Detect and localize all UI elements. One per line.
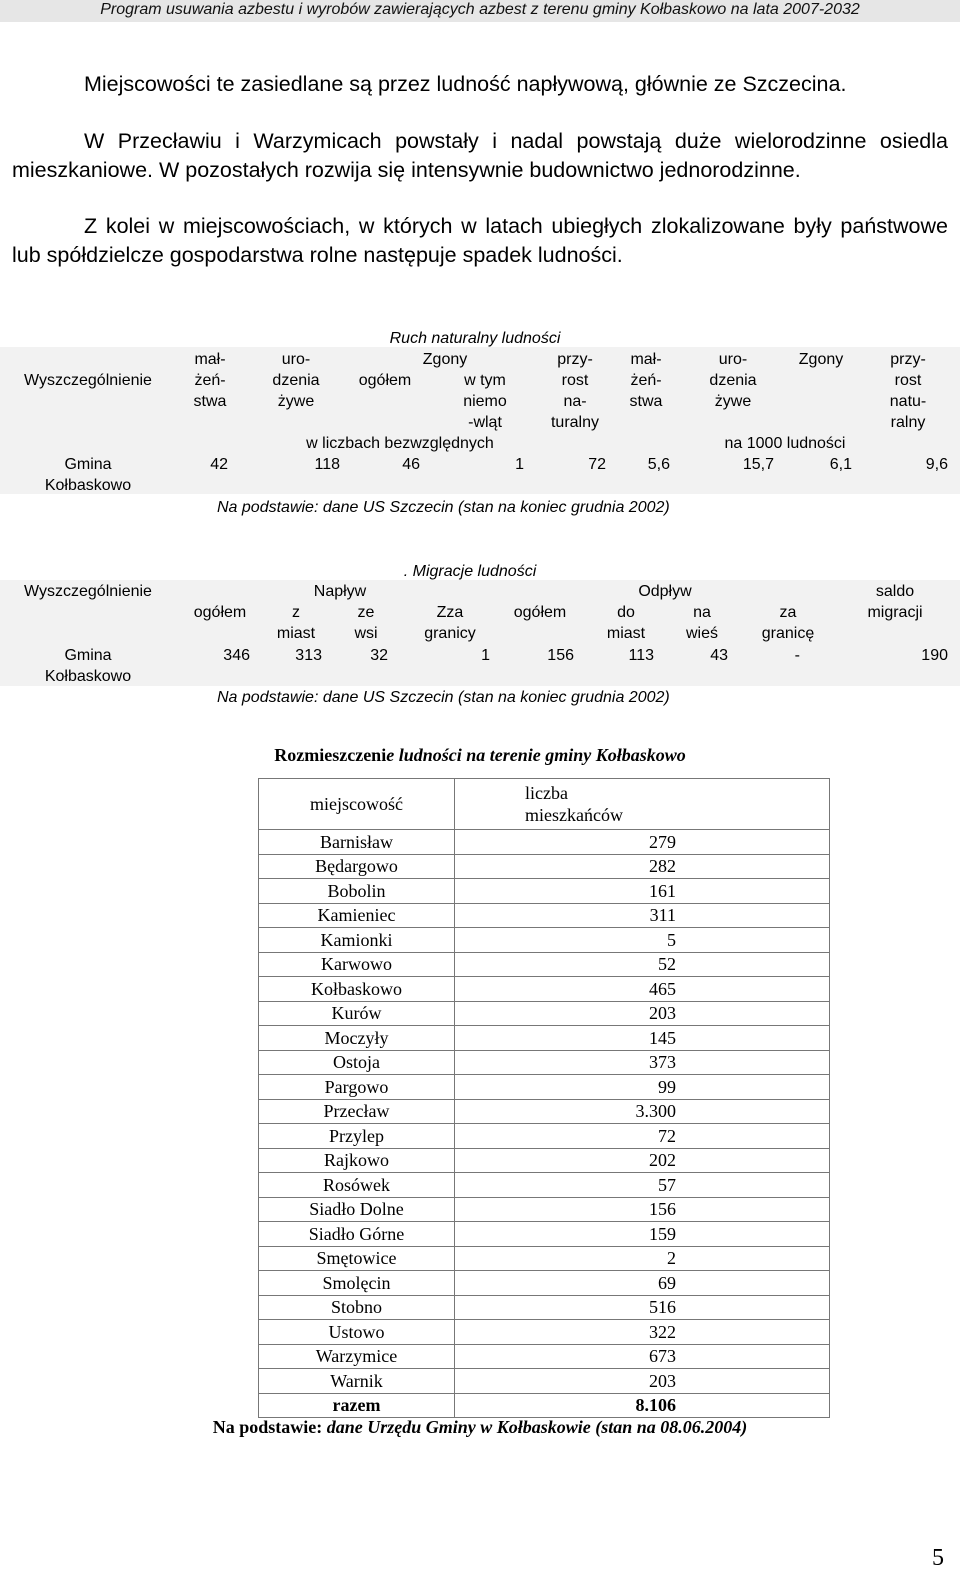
table2-source: Na podstawie: dane US Szczecin (stan na koniec grudnia 2002): [217, 689, 670, 706]
population-value: 3.300: [455, 1099, 830, 1124]
table3-source: [0, 1417, 960, 1438]
table2-cell: 156: [547, 647, 574, 664]
table-row: [259, 1369, 830, 1394]
table3-source-part: dane Urzędu Gminy w Kołbaskowie (stan na 08.06.2004): [326, 1417, 748, 1437]
table-row: [259, 1173, 830, 1198]
table1-h-przyrost-rel: przy-: [890, 351, 926, 368]
place-name: Ustowo: [259, 1320, 455, 1345]
table1-h-przyrost-rel: ralny: [890, 414, 926, 431]
table2-h-ogolem-out: ogółem: [513, 604, 567, 621]
place-name: Bobolin: [259, 879, 455, 904]
table-row: [259, 1222, 830, 1247]
total-row: [259, 1393, 830, 1418]
table1-h-przyrost: na-: [563, 393, 587, 410]
population-value: 69: [455, 1271, 830, 1296]
table1-cell: 5,6: [647, 456, 670, 473]
place-name: Przylep: [259, 1124, 455, 1149]
table1-cell: 6,1: [829, 456, 852, 473]
table1-h-malz-rel: żeń-: [630, 372, 662, 389]
running-header: Program usuwania azbestu i wyrobów zawierających azbest z terenu gminy Kołbaskowo na lata 2007-2032: [0, 0, 960, 22]
table-row: [259, 1320, 830, 1345]
table-header-row: [259, 779, 830, 830]
population-value: 5: [455, 928, 830, 953]
place-name: Rosówek: [259, 1173, 455, 1198]
table1-h-wtym: -wląt: [468, 414, 502, 431]
table-row: [259, 1344, 830, 1369]
table1-h-uro-rel: dzenia: [709, 372, 757, 389]
population-value: 57: [455, 1173, 830, 1198]
table1-cell: 9,6: [925, 456, 948, 473]
table1-h-wtym: w tym: [464, 372, 506, 389]
table-row: [259, 1148, 830, 1173]
table-row: [259, 1246, 830, 1271]
table-row: [259, 1099, 830, 1124]
place-name: Siadło Dolne: [259, 1197, 455, 1222]
table1-sub-absolute: w liczbach bezwzględnych: [306, 435, 494, 452]
table1-h-uro-rel: żywe: [714, 393, 752, 410]
table2-cell: 1: [481, 647, 490, 664]
place-name: Kurów: [259, 1001, 455, 1026]
table1-h-ogolem: ogółem: [358, 372, 412, 389]
population-table: [258, 778, 830, 1418]
table1-sub-relative: na 1000 ludności: [724, 435, 846, 452]
table2-h-granice: granicę: [761, 625, 815, 642]
table2-h-saldo: saldo: [875, 583, 915, 600]
place-name: Stobno: [259, 1295, 455, 1320]
population-value: 52: [455, 952, 830, 977]
table2-h-na: na: [693, 604, 711, 621]
place-name: Będargowo: [259, 854, 455, 879]
paragraph-2: W Przecławiu i Warzymicach powstały i nadal powstają duże wielorodzinne osiedla mieszkaniowe. W pozostałych rozwija się intensywnie budownictwo jednorodzinne.: [12, 129, 948, 182]
table1-h-malz: stwa: [193, 393, 227, 410]
table-row: [259, 1295, 830, 1320]
table2-h-do: do: [617, 604, 635, 621]
place-name: Barnisław: [259, 830, 455, 855]
total-label: razem: [259, 1393, 455, 1418]
table1-h-przyrost-rel: rost: [894, 372, 922, 389]
table2-h-saldo: migracji: [867, 604, 923, 621]
table1-cell: 15,7: [742, 456, 774, 473]
population-value: 279: [455, 830, 830, 855]
population-value: 161: [455, 879, 830, 904]
table1-row-name: Kołbaskowo: [44, 477, 132, 494]
population-value: 99: [455, 1075, 830, 1100]
table2-cell: 113: [628, 647, 654, 664]
table-row: [259, 1271, 830, 1296]
table3-title-part: e ludności na terenie gminy Kołbaskowo: [386, 745, 686, 765]
table1-h-zgony-rel: Zgony: [798, 351, 844, 368]
place-name: Karwowo: [259, 952, 455, 977]
paragraph-1: Miejscowości te zasiedlane są przez ludność napływową, głównie ze Szczecina.: [84, 72, 847, 96]
table1-cell: 72: [588, 456, 606, 473]
place-name: Rajkowo: [259, 1148, 455, 1173]
table-row: [259, 952, 830, 977]
place-name: Kołbaskowo: [259, 977, 455, 1002]
place-name: Przecław: [259, 1099, 455, 1124]
column-header-line: mieszkańców: [525, 805, 623, 825]
table2-h-odplyw: Odpływ: [638, 583, 692, 600]
table-row: [259, 1075, 830, 1100]
table1-source: Na podstawie: dane US Szczecin (stan na koniec grudnia 2002): [217, 499, 670, 516]
total-value: 8.106: [455, 1393, 830, 1418]
column-header-population: [455, 779, 830, 830]
table2-h-wies: wieś: [685, 625, 718, 642]
place-name: Pargowo: [259, 1075, 455, 1100]
table1-h-malz-rel: mał-: [630, 351, 662, 368]
table3-title: [0, 745, 960, 766]
column-header-line: liczba: [525, 783, 568, 803]
population-value: 203: [455, 1369, 830, 1394]
table3-title-part: Rozmieszczeni: [274, 745, 387, 765]
table1-h-malz-rel: stwa: [629, 393, 663, 410]
table1-cell: 42: [210, 456, 228, 473]
place-name: Ostoja: [259, 1050, 455, 1075]
population-value: 465: [455, 977, 830, 1002]
table2-cell: 43: [710, 647, 728, 664]
table-row: [259, 977, 830, 1002]
table1-spec-header: Wyszczególnienie: [24, 372, 152, 389]
table-row: [259, 1197, 830, 1222]
table2-h-naplyw: Napływ: [313, 583, 367, 600]
population-value: 72: [455, 1124, 830, 1149]
table2-row-name: Kołbaskowo: [44, 668, 132, 685]
column-header-place: miejscowość: [259, 779, 455, 830]
table2-cell: -: [794, 647, 800, 664]
table1-cell: 1: [515, 456, 524, 473]
table2-h-zza: Zza: [436, 604, 464, 621]
place-name: Smętowice: [259, 1246, 455, 1271]
table1-h-malz: mał-: [194, 351, 226, 368]
table-row: [259, 928, 830, 953]
table1-h-wtym: niemo: [463, 393, 507, 410]
table2-h-granicy: granicy: [424, 625, 476, 642]
table2-cell: 190: [921, 647, 948, 664]
paragraph-3: Z kolei w miejscowościach, w których w latach ubiegłych zlokalizowane były państwowe lub spółdzielcze gospodarstwa rolne następuje spadek ludności.: [12, 214, 948, 267]
population-value: 202: [455, 1148, 830, 1173]
table2-h-wsi: wsi: [354, 625, 378, 642]
population-value: 373: [455, 1050, 830, 1075]
table1-cell: 118: [314, 456, 340, 473]
table2-h-ogolem: ogółem: [193, 604, 247, 621]
table-row: [259, 854, 830, 879]
place-name: Warnik: [259, 1369, 455, 1394]
table1-h-malz: żeń-: [194, 372, 226, 389]
table2-h-miast: miast: [276, 625, 316, 642]
table1-h-uro: uro-: [281, 351, 311, 368]
table2-h-miast-out: miast: [606, 625, 646, 642]
table-row: [259, 879, 830, 904]
table3-source-part: Na podstawie:: [212, 1417, 327, 1437]
table-row: [259, 1026, 830, 1051]
table2-cell: 32: [370, 647, 388, 664]
population-value: 145: [455, 1026, 830, 1051]
table1-h-przyrost: turalny: [550, 414, 600, 431]
table2-title: . Migracje ludności: [403, 563, 537, 580]
table1-h-zgony: Zgony: [422, 351, 468, 368]
table1-h-uro-rel: uro-: [718, 351, 748, 368]
population-value: 2: [455, 1246, 830, 1271]
table1-row-name: Gmina: [64, 456, 112, 473]
population-value: 203: [455, 1001, 830, 1026]
table-row: [259, 1050, 830, 1075]
place-name: Kamieniec: [259, 903, 455, 928]
table-row: [259, 903, 830, 928]
table1-h-przyrost: przy-: [557, 351, 593, 368]
table1-title: Ruch naturalny ludności: [389, 330, 561, 347]
table2-cell: 346: [223, 647, 250, 664]
table2-h-z: z: [292, 604, 300, 621]
page-number: 5: [932, 1545, 944, 1571]
table1-h-uro: dzenia: [272, 372, 320, 389]
table2-cell: 313: [295, 647, 322, 664]
table1-h-przyrost-rel: natu-: [889, 393, 927, 410]
table1-h-uro: żywe: [277, 393, 315, 410]
table-row: [259, 1001, 830, 1026]
table1-h-przyrost: rost: [561, 372, 589, 389]
table2-h-ze: ze: [357, 604, 375, 621]
place-name: Warzymice: [259, 1344, 455, 1369]
table1-cell: 46: [402, 456, 420, 473]
population-value: 673: [455, 1344, 830, 1369]
place-name: Moczyły: [259, 1026, 455, 1051]
population-value: 282: [455, 854, 830, 879]
place-name: Smolęcin: [259, 1271, 455, 1296]
place-name: Siadło Górne: [259, 1222, 455, 1247]
place-name: Kamionki: [259, 928, 455, 953]
population-value: 311: [455, 903, 830, 928]
table-row: [259, 830, 830, 855]
population-value: 322: [455, 1320, 830, 1345]
table2-row-name: Gmina: [64, 647, 112, 664]
population-value: 516: [455, 1295, 830, 1320]
population-value: 156: [455, 1197, 830, 1222]
population-value: 159: [455, 1222, 830, 1247]
table2-spec-header: Wyszczególnienie: [24, 583, 152, 600]
table-row: [259, 1124, 830, 1149]
table2-h-za: za: [779, 604, 797, 621]
